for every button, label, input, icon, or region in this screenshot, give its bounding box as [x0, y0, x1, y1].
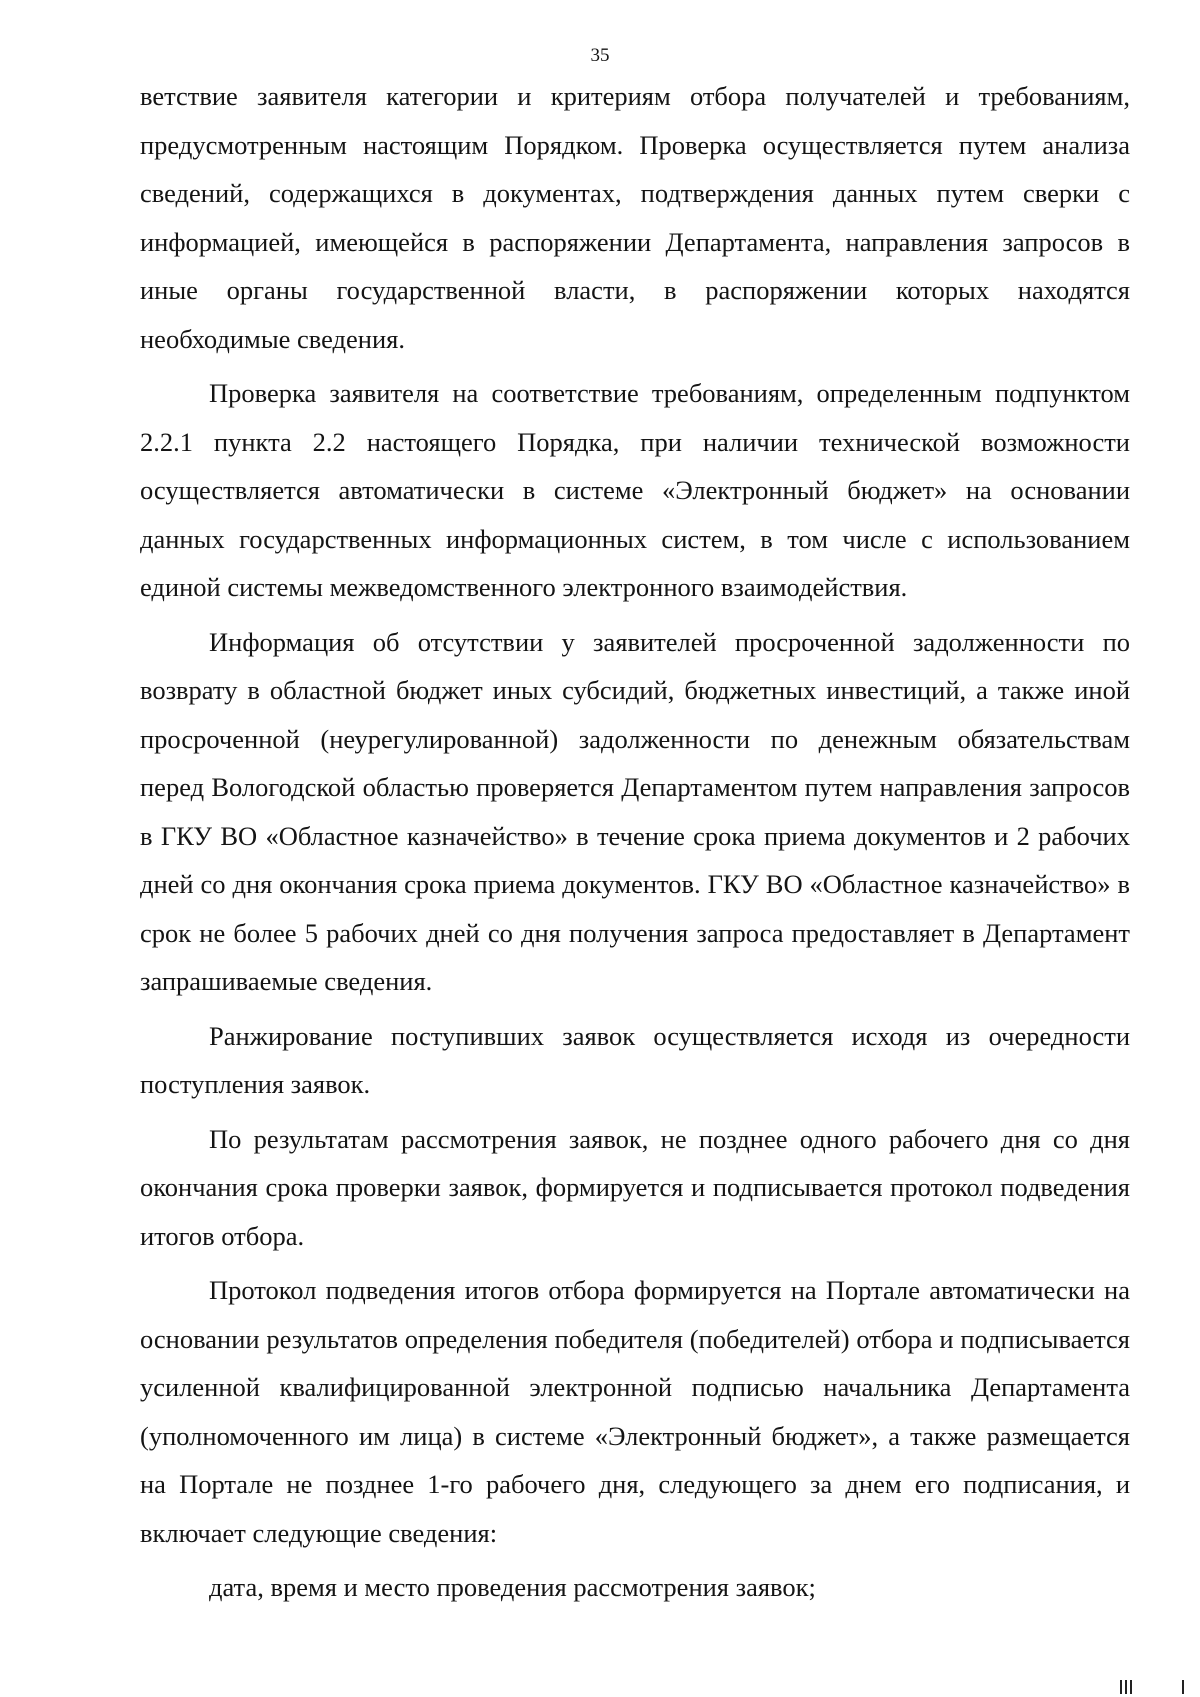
paragraph-ranking: Ранжирование поступивших заявок осуществляется исходя из очередности поступления заявок.: [140, 1020, 1130, 1099]
list-item-date-time-place: дата, время и место проведения рассмотрения заявок;: [209, 1572, 816, 1602]
paragraph-review-results: По результатам рассмотрения заявок, не позднее одного рабочего дня со дня окончания срока проверки заявок, формируется и подписывается протокол подведения итогов отбора.: [140, 1123, 1130, 1251]
document-body: [140, 72, 1130, 1618]
paragraph-debt-information: Информация об отсутствии у заявителей просроченной задолженности по возврату в областной бюджет иных субсидий, бюджетных инвестиций, а также иной просроченной (неурегулированной) задолженности по денежным обязательствам перед Вологодской областью проверяется Департаментом путем направления запросов в ГКУ ВО «Областное казначейство» в течение срока приема документов и 2 рабочих дней со дня окончания срока приема документов. ГКУ ВО «Областное казначейство» в срок не более 5 рабочих дней со дня получения запроса предоставляет в Департамент запрашиваемые сведения.: [140, 626, 1130, 996]
paragraph-protocol: Протокол подведения итогов отбора формируется на Портале автоматически на основании результатов определения победителя (победителей) отбора и подписывается усиленной квалифицированной электронной подписью начальника Департамента (уполномоченного им лица) в системе «Электронный бюджет», а также размещается на Портале не позднее 1-го рабочего дня, следующего за днем его подписания, и включает следующие сведения:: [140, 1275, 1130, 1548]
paragraph-continuation: ветствие заявителя категории и критериям отбора получателей и требованиям, предусмотренным настоящим Порядком. Проверка осуществляется путем анализа сведений, содержащихся в документах, подтверждения данных путем сверки с информацией, имеющейся в распоряжении Департамента, направления запросов в иные органы государственной власти, в распоряжении которых находятся необходимые сведения.: [140, 81, 1130, 354]
scan-artifact: [1120, 1680, 1200, 1697]
scan-mark: [1182, 1680, 1184, 1694]
scan-mark: [1130, 1680, 1132, 1694]
scan-mark: [1120, 1680, 1122, 1694]
paragraph-applicant-check: Проверка заявителя на соответствие требованиям, определенным подпунктом 2.2.1 пункта 2.2 настоящего Порядка, при наличии технической возможности осуществляется автоматически в системе «Электронный бюджет» на основании данных государственных информационных систем, в том числе с использованием единой системы межведомственного электронного взаимодействия.: [140, 378, 1130, 602]
page-number: 35: [590, 45, 610, 66]
scan-mark: [1125, 1680, 1127, 1694]
